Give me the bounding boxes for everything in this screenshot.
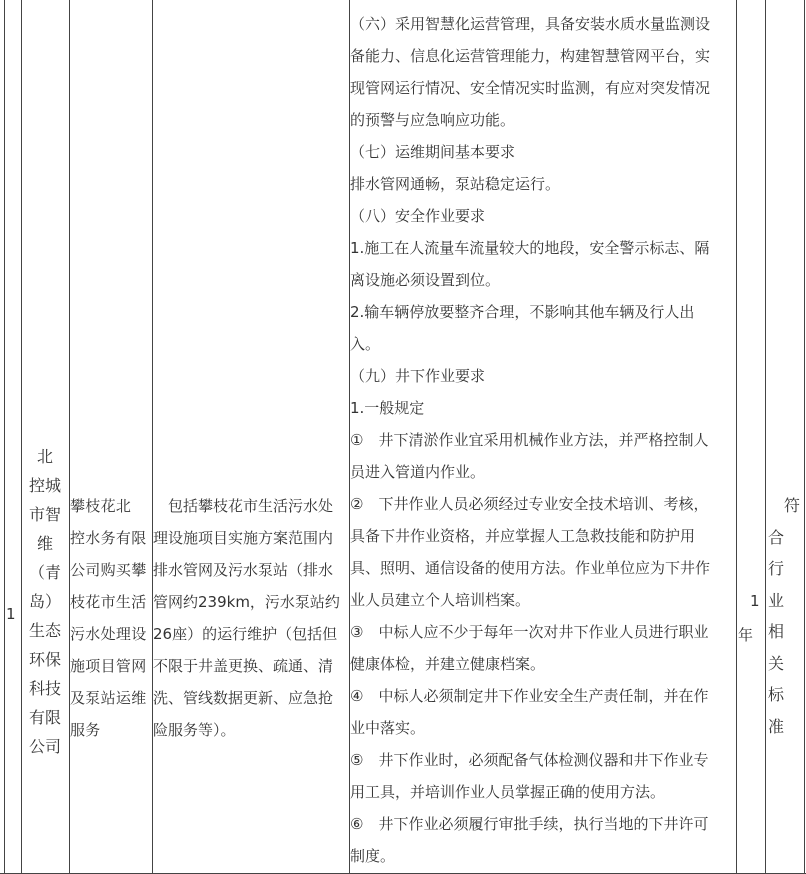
supplier-line: 市智 <box>28 505 61 524</box>
grid-line <box>4 0 5 874</box>
grid-line <box>21 0 22 874</box>
requirement-line: 排水管网通畅，泵站稳定运行。 <box>350 175 561 193</box>
standard-line: 准 <box>768 716 785 736</box>
requirement-line: 入。 <box>350 335 381 353</box>
requirement-line: 制度。 <box>350 847 396 865</box>
supplier-name <box>24 442 66 761</box>
requirement-line: ③ 中标人应不少于每年一次对井下作业人员进行职业 <box>350 623 709 641</box>
requirement-line: ⑥ 井下作业必须履行审批手续，执行当地的下井许可 <box>350 815 709 833</box>
grid-line <box>804 0 805 874</box>
standard-line: 行 <box>768 559 785 578</box>
requirement-line: ④ 中标人必须制定井下作业安全生产责任制，并在作 <box>350 687 709 705</box>
scope-line: 26座）的运行维护（包括但 <box>153 625 338 643</box>
supplier-line: 公司 <box>28 737 61 756</box>
period-unit: 年 <box>738 626 754 644</box>
quality-standard <box>768 490 804 742</box>
supplier-line: 维 <box>36 534 53 553</box>
requirement-line: （六）采用智慧化运营管理，具备安装水质水量监测设 <box>350 15 711 33</box>
standard-line: 关 <box>768 653 785 673</box>
requirement-line: 员进入管道内作业。 <box>350 463 486 481</box>
service-requirements <box>350 8 736 872</box>
requirement-line: 健康体检，并建立健康档案。 <box>350 655 546 673</box>
requirement-line: 的预警与应急响应功能。 <box>350 111 516 129</box>
scope-line: 理设施项目实施方案范围内 <box>153 529 334 547</box>
supplier-line: （青 <box>28 563 61 582</box>
requirement-line: ② 下井作业人员必须经过专业安全技术培训、考核， <box>350 495 709 513</box>
standard-line: 标 <box>768 685 785 704</box>
row-index: 1 <box>6 605 16 623</box>
requirement-line: 2.输车辆停放要整齐合理，不影响其他车辆及行人出 <box>350 303 695 321</box>
project-line: 枝花市生活 <box>70 593 147 611</box>
service-scope <box>153 490 349 746</box>
requirement-line: （九）井下作业要求 <box>350 367 486 385</box>
requirement-line: 用工具，并培训作业人员掌握正确的使用方法。 <box>350 783 666 801</box>
project-line: 及泵站运维 <box>70 689 147 707</box>
standard-line: 符 <box>784 496 801 515</box>
scope-line: 不限于井盖更换、疏通、清 <box>153 657 334 675</box>
supplier-line: 科技 <box>28 679 61 698</box>
project-name <box>70 490 152 746</box>
requirement-line: 具备下井作业资格，并应掌握人工急救技能和防护用 <box>350 527 696 545</box>
period-number: 1 <box>750 592 760 610</box>
supplier-line: 生态 <box>28 621 61 640</box>
requirement-line: 备能力、信息化运营管理能力，构建智慧管网平台，实 <box>350 47 711 65</box>
scope-line: 管网约239km，污水泵站约 <box>153 593 340 611</box>
supplier-line: 北 <box>36 447 53 466</box>
standard-line: 合 <box>768 527 785 547</box>
grid-line <box>736 0 737 874</box>
project-line: 控水务有限 <box>70 529 147 547</box>
requirement-line: （七）运维期间基本要求 <box>350 143 516 161</box>
supplier-line: 岛） <box>28 592 61 611</box>
requirement-line: 1.施工在人流量车流量较大的地段，安全警示标志、隔 <box>350 239 710 257</box>
project-line: 公司购买攀 <box>70 561 147 579</box>
requirement-line: 离设施必须设置到位。 <box>350 271 501 289</box>
supplier-line: 有限 <box>28 708 61 727</box>
requirement-line: 具、照明、通信设备的使用方法。作业单位应为下井作 <box>350 559 711 577</box>
standard-line: 业 <box>768 590 785 610</box>
requirement-line: （八）安全作业要求 <box>350 207 486 225</box>
project-line: 污水处理设 <box>70 625 147 643</box>
project-line: 攀枝花北 <box>70 497 132 515</box>
requirement-line: 业中落实。 <box>350 719 426 737</box>
requirement-line: 现管网运行情况、安全情况实时监测，有应对突发情况 <box>350 79 711 97</box>
supplier-line: 环保 <box>28 650 61 669</box>
grid-line <box>765 0 766 874</box>
requirement-line: 业人员建立个人培训档案。 <box>350 591 531 609</box>
project-line: 施项目管网 <box>70 657 147 675</box>
requirement-line: ① 井下清淤作业宜采用机械作业方法，并严格控制人 <box>350 431 709 449</box>
requirement-line: 1.一般规定 <box>350 399 425 417</box>
standard-line: 相 <box>768 622 785 641</box>
scope-line: 险服务等）。 <box>153 721 236 739</box>
supplier-line: 控城 <box>28 476 61 495</box>
requirement-line: ⑤ 井下作业时，必须配备气体检测仪器和井下作业专 <box>350 751 709 769</box>
scope-line: 包括攀枝花市生活污水处 <box>153 497 334 515</box>
scope-line: 排水管网及污水泵站（排水 <box>153 561 334 579</box>
scope-line: 洗、管线数据更新、应急抢 <box>153 689 334 707</box>
project-line: 服务 <box>70 721 101 739</box>
